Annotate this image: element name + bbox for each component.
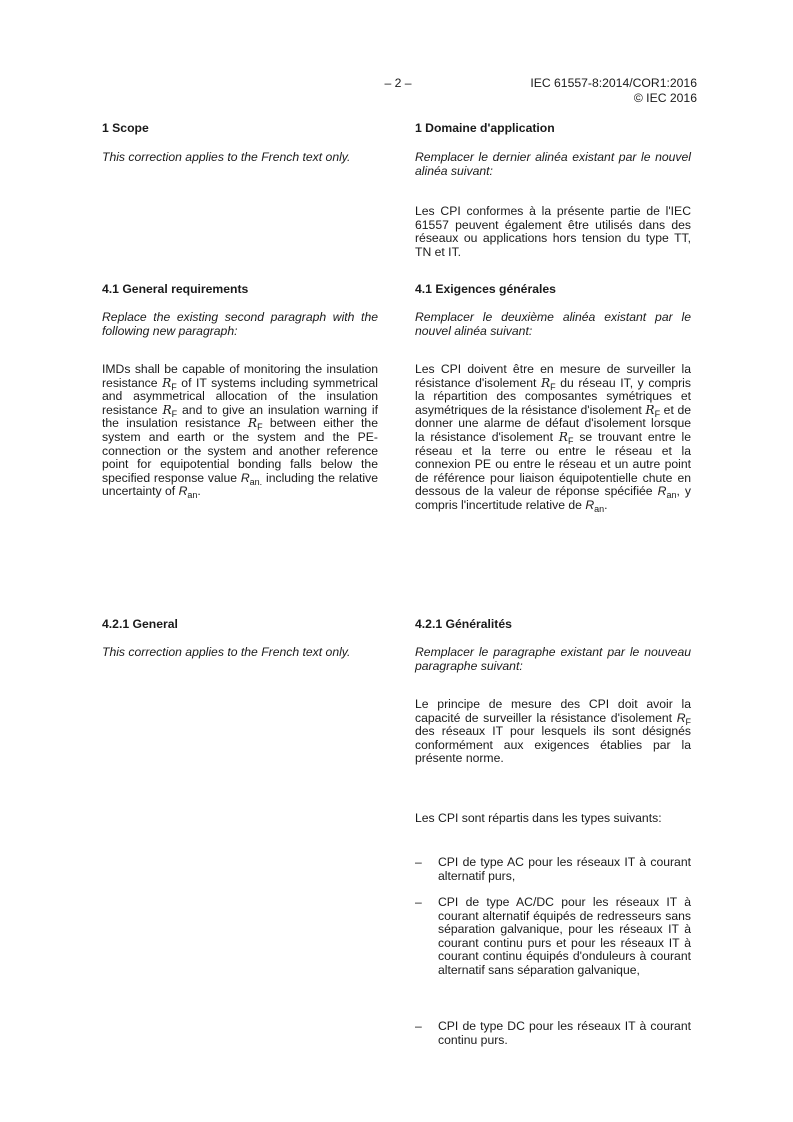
copyright-notice: © IEC 2016 [633, 91, 697, 105]
list-dash: – [415, 895, 422, 909]
scope-body-fr: Les CPI conformes à la présente partie de l'IEC 61557 peuvent également être utilisés dans des réseaux ou applications hors tension du type TT, TN et IT. [415, 204, 691, 259]
general-421-heading-en: 4.2.1 General [102, 617, 178, 631]
scope-text-en: This correction applies to the French text only. [102, 150, 351, 164]
list-item-text: CPI de type DC pour les réseaux IT à courant continu purs. [438, 1019, 691, 1047]
document-id: IEC 61557-8:2014/COR1:2016 [530, 76, 697, 90]
list-dash: – [415, 1019, 422, 1033]
scope-heading-en: 1 Scope [102, 121, 149, 135]
general-requirements-body-fr: Les CPI doivent être en mesure de surveiller la résistance d'isolement $R_F$ du réseau IT, y compris la répartition des composantes symétriques et asymétriques de la résistance d'isolement $R_F$ et de donner une alarme de défaut d'isolement lorsque la résistance d'isolement $R_F$ se trouvant entre le réseau et la terre ou entre le réseau et la connexion PE ou entre le réseau et un autre point de référence pour liaison équipotentielle chute en dessous de la valeur de réponse spécifiée $R_{an}$, y compris l'incertitude relative de $R_{an}$. [415, 362, 691, 514]
list-dash: – [415, 855, 422, 869]
page-number: – 2 – [384, 76, 412, 90]
general-421-instruction-fr: Remplacer le paragraphe existant par le nouveau paragraphe suivant: [415, 645, 691, 673]
general-421-heading-fr: 4.2.1 Généralités [415, 617, 512, 631]
general-requirements-instruction-en: Replace the existing second paragraph with the following new paragraph: [102, 310, 378, 338]
general-requirements-body-en: IMDs shall be capable of monitoring the insulation resistance $R_F$ of IT systems including symmetrical and asymmetrical allocation of the insulation resistance $R_F$ and to give an insulation warning if the insulation resistance $R_F$ between either the system and earth or the system and the PE-connection or the system and another reference point for equipotential bonding falls below the specified response value $R_{an.}$ including the relative uncertainty of $R_{an}$. [102, 362, 378, 501]
general-requirements-instruction-fr: Remplacer le deuxième alinéa existant par le nouvel alinéa suivant: [415, 310, 691, 338]
list-item-text: CPI de type AC/DC pour les réseaux IT à courant alternatif équipés de redresseurs sans séparation galvanique, pour les réseaux IT à courant continu purs et pour les réseaux IT à courant continu équipés d'onduleurs à courant alternatif sans séparation galvanique, [438, 895, 691, 977]
general-421-text-en: This correction applies to the French text only. [102, 645, 351, 659]
general-requirements-heading-fr: 4.1 Exigences générales [415, 282, 556, 296]
general-requirements-heading-en: 4.1 General requirements [102, 282, 249, 296]
general-421-body2-fr: Les CPI sont répartis dans les types suivants: [415, 811, 662, 825]
scope-instruction-fr: Remplacer le dernier alinéa existant par le nouvel alinéa suivant: [415, 150, 691, 178]
general-421-body1-fr: Le principe de mesure des CPI doit avoir la capacité de surveiller la résistance d'isolement $R_F$ des réseaux IT pour lesquels ils sont désignés conformément aux exigences établies par la présente norme. [415, 697, 691, 766]
list-item-text: CPI de type AC pour les réseaux IT à courant alternatif purs, [438, 855, 691, 883]
scope-heading-fr: 1 Domaine d'application [415, 121, 555, 135]
